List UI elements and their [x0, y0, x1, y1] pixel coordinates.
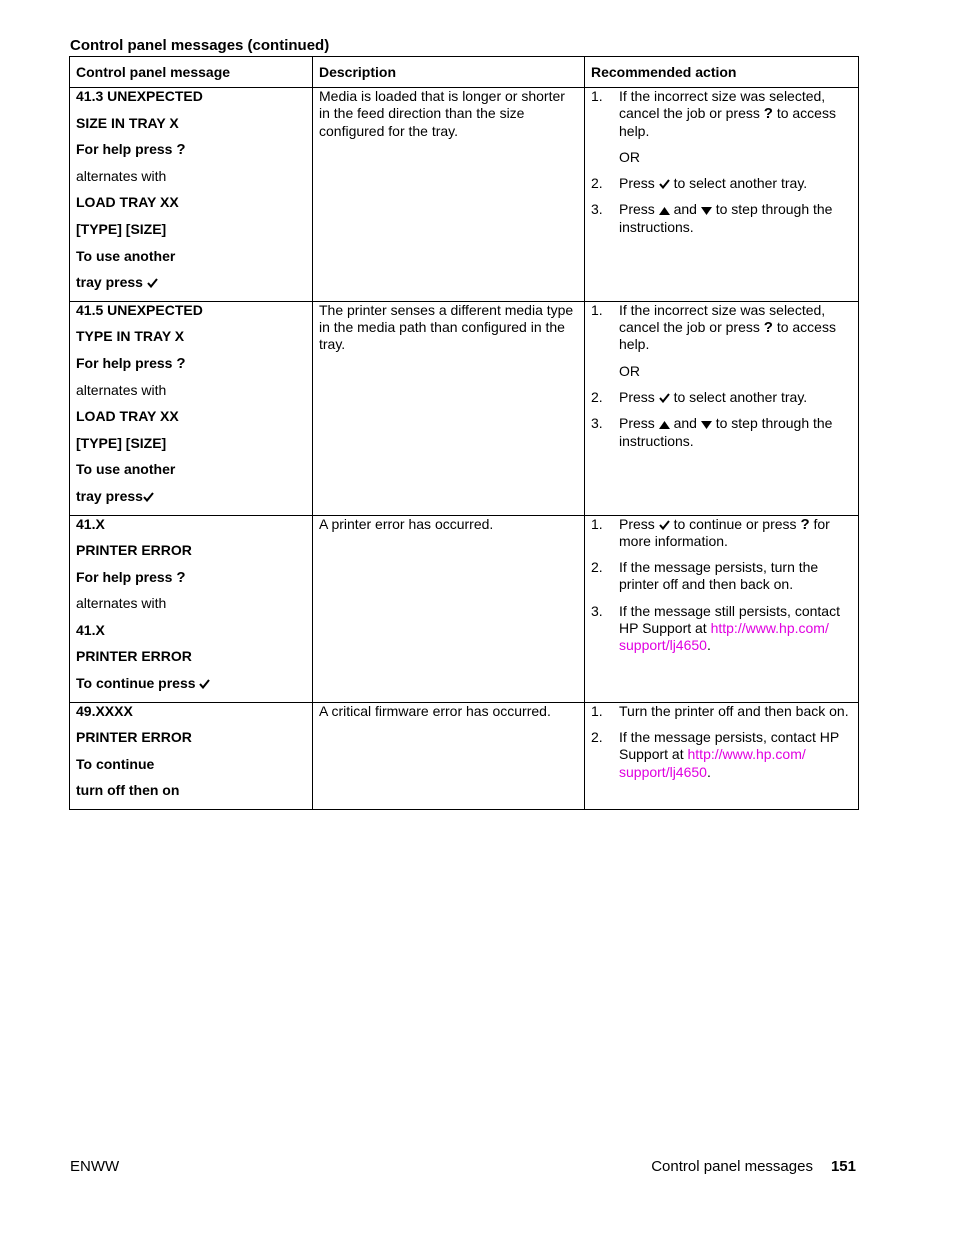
message-cell	[70, 301, 313, 515]
support-link[interactable]: http://www.hp.com/ support/lj4650	[619, 619, 829, 654]
action-cell	[585, 515, 859, 702]
message-line: To use another	[76, 461, 176, 478]
message-line: 41.X	[76, 621, 105, 638]
message-line: For help press ?	[76, 354, 186, 372]
down-arrow-icon	[701, 421, 712, 429]
help-icon: ?	[176, 568, 186, 586]
message-line: [TYPE] [SIZE]	[76, 434, 167, 451]
table-row	[70, 515, 859, 702]
up-arrow-icon	[659, 421, 670, 429]
message-line: [TYPE] [SIZE]	[76, 220, 167, 237]
action-step: 2. Press to select another tray.	[591, 388, 808, 405]
message-line: LOAD TRAY XX	[76, 408, 179, 425]
checkmark-icon	[199, 679, 210, 689]
action-step: 2. If the message persists, contact HP Support at http://www.hp.com/ support/lj4650.	[591, 728, 839, 780]
message-cell	[70, 88, 313, 302]
message-line: LOAD TRAY XX	[76, 194, 179, 211]
message-line: tray press	[76, 488, 306, 515]
messages-table	[69, 56, 859, 810]
checkmark-icon	[659, 520, 670, 530]
action-cell	[585, 301, 859, 515]
help-icon: ?	[800, 515, 810, 533]
description-cell: A printer error has occurred.	[313, 515, 585, 702]
or-text: OR	[619, 362, 640, 379]
message-line: 41.X	[76, 515, 105, 532]
message-line: TYPE IN TRAY X	[76, 328, 185, 345]
page-number: 151	[830, 1158, 856, 1175]
action-step: 1. Turn the printer off and then back on.	[591, 702, 849, 719]
table-header-row	[70, 57, 859, 88]
message-cell	[70, 515, 313, 702]
table-row	[70, 301, 859, 515]
footer-page-info	[651, 1158, 856, 1175]
table-row	[70, 702, 859, 809]
header-message: Control panel message	[70, 57, 313, 88]
action-step: 3. Press and to step through the instructions.	[591, 415, 833, 449]
message-line: SIZE IN TRAY X	[76, 114, 179, 131]
message-line: For help press ?	[76, 568, 186, 586]
action-cell	[585, 88, 859, 302]
help-icon: ?	[176, 141, 186, 159]
message-line: 41.5 UNEXPECTED	[76, 301, 203, 318]
action-step: 1. Press to continue or press ? for more information.	[591, 515, 830, 549]
message-line: PRINTER ERROR	[76, 542, 192, 559]
action-step: 1. If the incorrect size was selected, cancel the job or press ? to access help.	[591, 88, 836, 139]
message-line: PRINTER ERROR	[76, 648, 192, 665]
action-cell	[585, 702, 859, 809]
message-line: alternates with	[76, 381, 167, 398]
down-arrow-icon	[701, 207, 712, 215]
header-description: Description	[313, 57, 585, 88]
action-step: 3. Press and to step through the instructions.	[591, 201, 833, 235]
message-line: turn off then on	[76, 782, 180, 799]
message-line: PRINTER ERROR	[76, 729, 192, 746]
message-line: alternates with	[76, 595, 167, 612]
message-line: To continue	[76, 755, 155, 772]
table-caption: Control panel messages (continued)	[70, 37, 330, 54]
message-line: For help press ?	[76, 141, 186, 159]
checkmark-icon	[659, 393, 670, 403]
message-line: 41.3 UNEXPECTED	[76, 88, 203, 104]
action-step: 2. Press to select another tray.	[591, 175, 808, 192]
help-icon: ?	[763, 319, 773, 337]
header-action: Recommended action	[585, 57, 859, 88]
checkmark-icon	[659, 179, 670, 189]
message-cell	[70, 702, 313, 809]
help-icon: ?	[763, 105, 773, 123]
message-line: alternates with	[76, 167, 167, 184]
footer-label: ENWW	[70, 1158, 120, 1175]
description-cell: Media is loaded that is longer or shorter in the feed direction than the size configured for the tray.	[313, 88, 585, 302]
message-line: tray press	[76, 274, 306, 301]
message-line: To continue press	[76, 675, 306, 702]
checkmark-icon	[147, 278, 158, 288]
up-arrow-icon	[659, 207, 670, 215]
support-link[interactable]: http://www.hp.com/ support/lj4650	[619, 746, 806, 780]
action-step: 2. If the message persists, turn the printer off and then back on.	[591, 559, 819, 593]
action-step: 3. If the message still persists, contact HP Support at http://www.hp.com/ support/lj4650.	[591, 602, 840, 654]
or-text: OR	[619, 148, 640, 165]
action-step: 1. If the incorrect size was selected, cancel the job or press ? to access help.	[591, 301, 836, 353]
checkmark-icon	[143, 492, 154, 502]
help-icon: ?	[176, 354, 186, 372]
description-cell: A critical firmware error has occurred.	[313, 702, 585, 809]
description-cell: The printer senses a different media type in the media path than configured in the tray.	[313, 301, 585, 515]
message-line: To use another	[76, 247, 176, 264]
message-line: 49.XXXX	[76, 702, 133, 719]
footer-section: Control panel messages	[651, 1158, 813, 1175]
table-row	[70, 88, 859, 302]
